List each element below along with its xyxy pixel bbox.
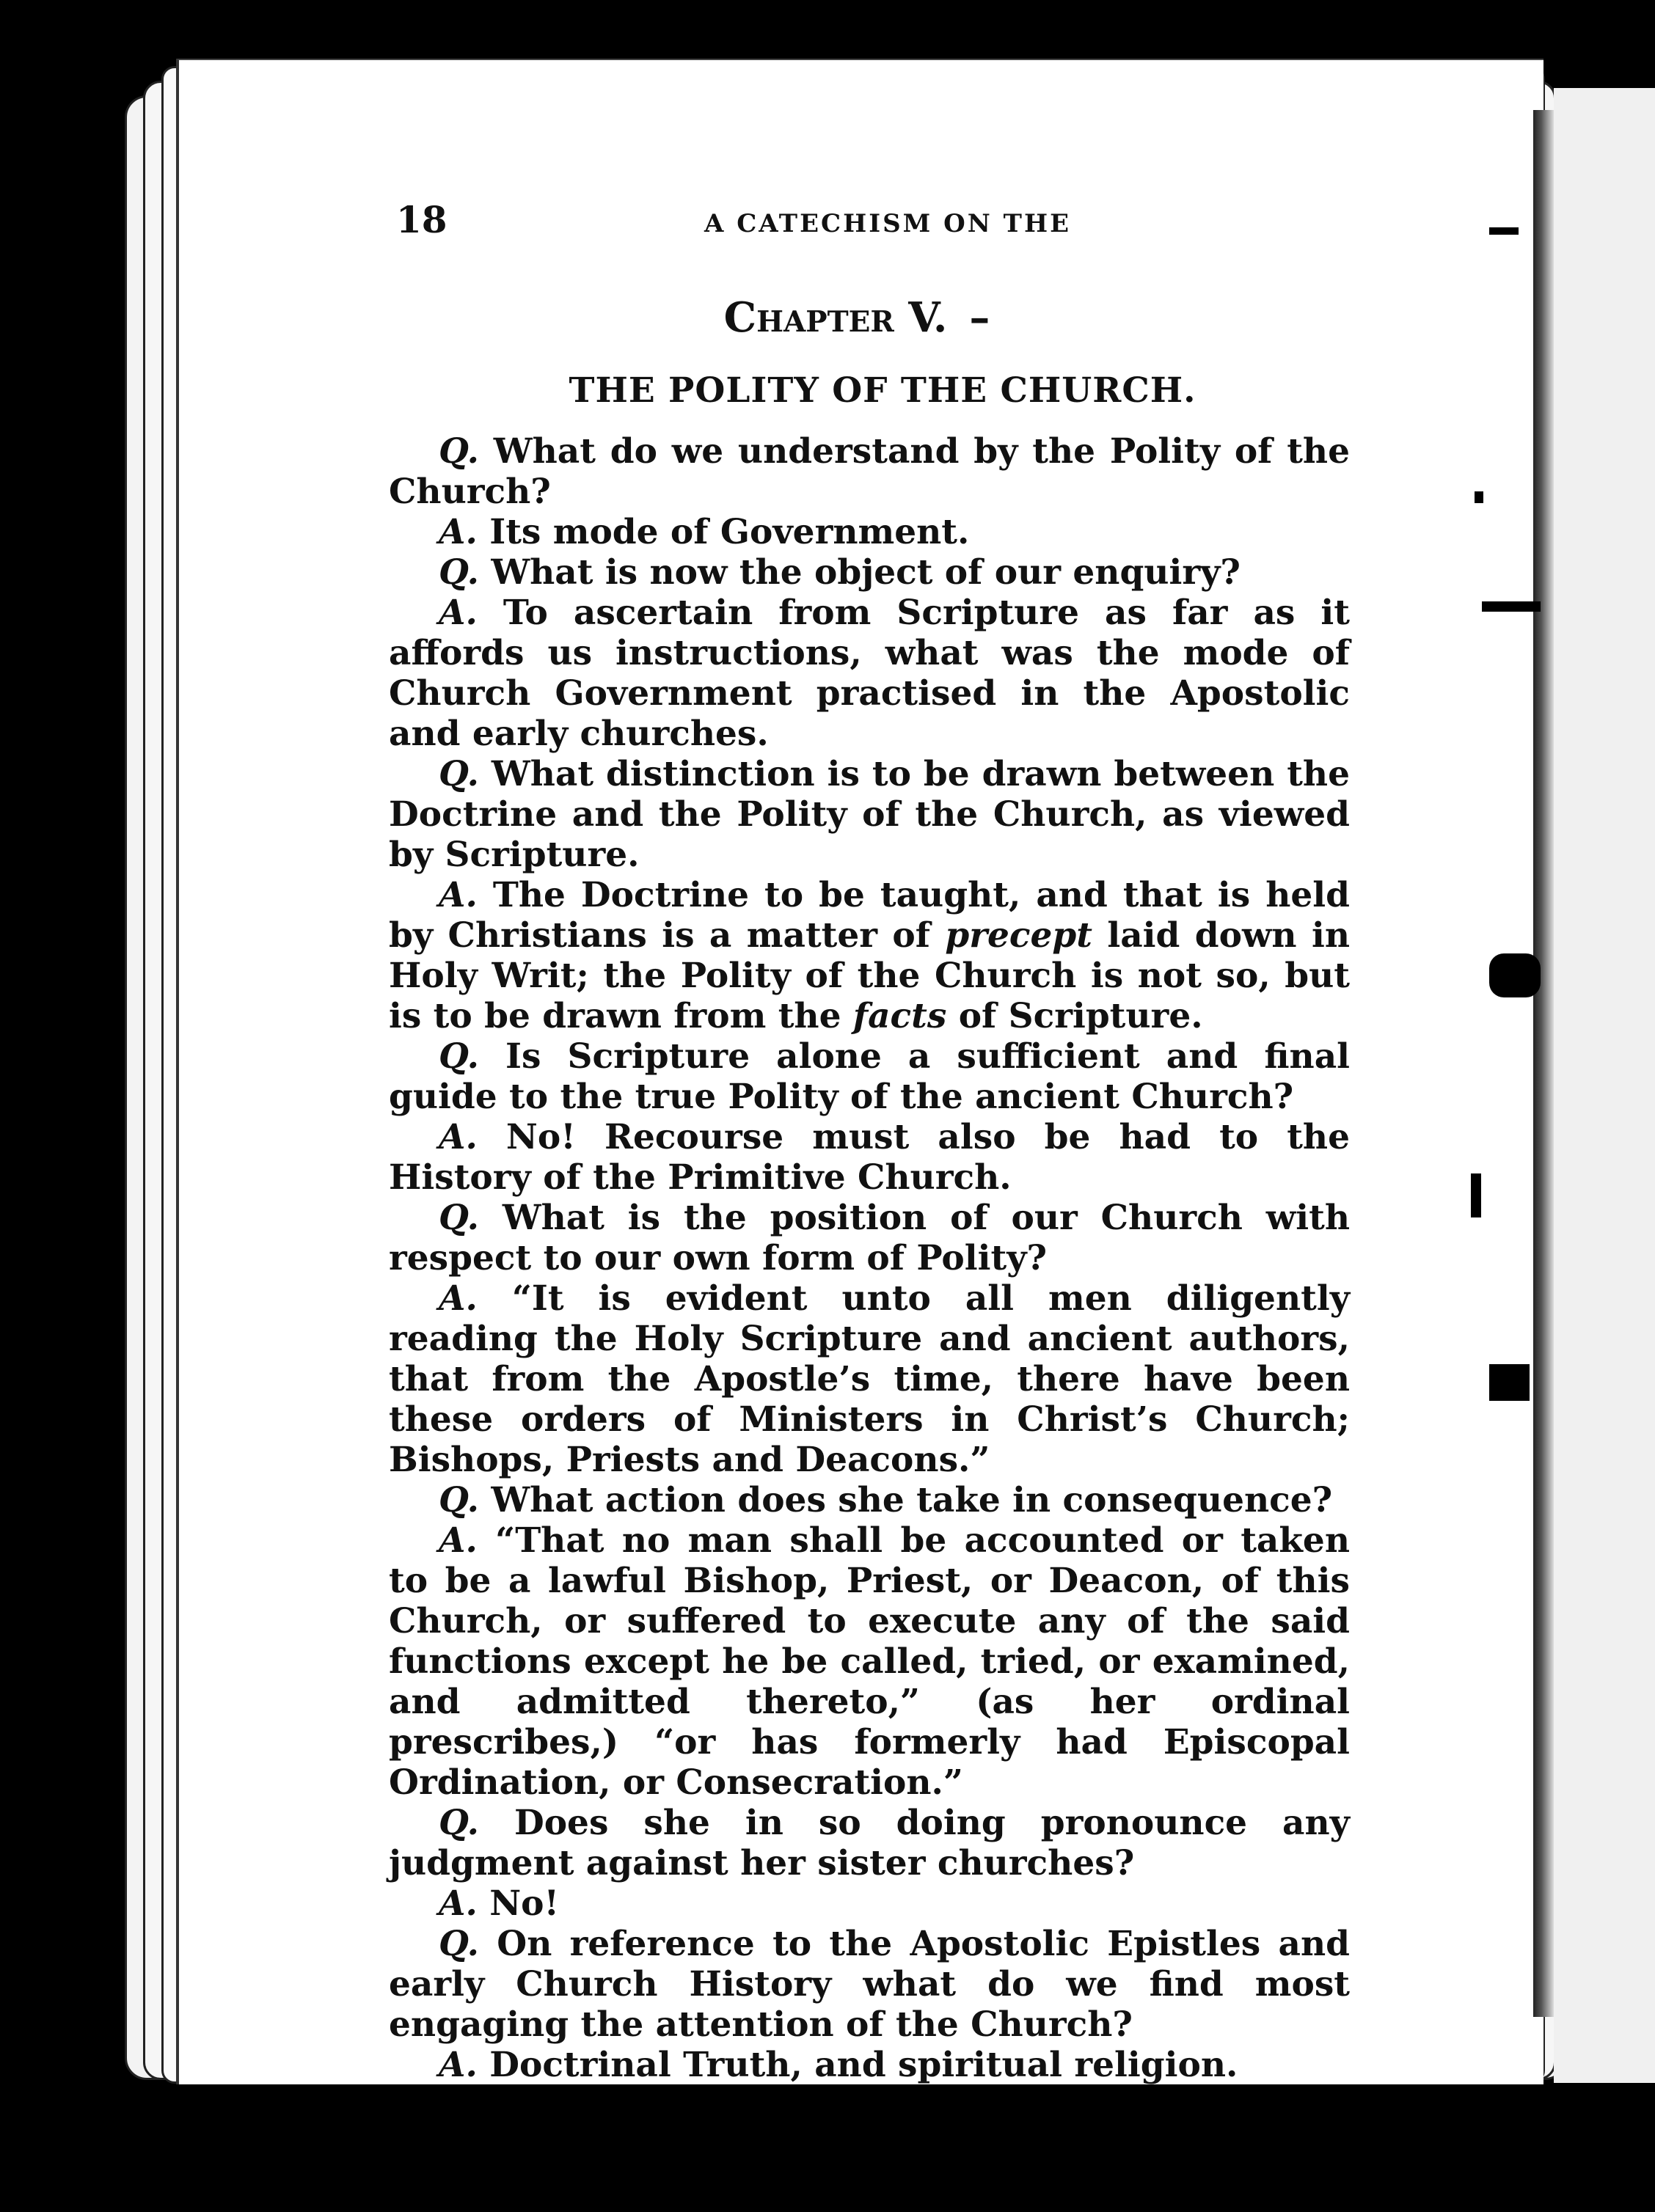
question-label: Q.: [439, 754, 479, 794]
question-text: What is the position of our Church with respect to our own form of Polity?: [389, 1198, 1350, 1278]
answer-text: The Doctrine to be taught, and that is held by Christians is a matter of: [389, 875, 1350, 956]
question-paragraph: [389, 1480, 1350, 1520]
chapter-mark: –: [969, 293, 990, 342]
answer-label: A.: [439, 875, 478, 915]
question-paragraph: [389, 1924, 1350, 2045]
page-number: 18: [396, 198, 447, 241]
answer-label: A.: [439, 2045, 478, 2085]
answer-paragraph: [389, 1520, 1350, 1803]
question-label: Q.: [439, 1803, 479, 1843]
answer-label: A.: [439, 1117, 478, 1157]
answer-text: No! Recourse must also be had to the History of the Primitive Church.: [389, 1117, 1350, 1198]
answer-text: To ascertain from Scripture as far as it affords us instructions, what was the mode of Church Government practised in the Apostolic and early churches.: [389, 593, 1350, 754]
question-paragraph: [389, 1803, 1350, 1883]
question-text: What is now the object of our enquiry?: [478, 552, 1241, 593]
question-label: Q.: [439, 1924, 479, 1964]
chapter-heading: [0, 293, 1655, 342]
answer-label: A.: [439, 1883, 478, 1924]
question-label: Q.: [439, 1198, 479, 1238]
answer-text: “It is evident unto all men diligently reading the Holy Scripture and ancient authors, that from the Apostle’s time, there have been these orders of Ministers in Christ’s Church; Bishops, Priests and Deacons.”: [389, 1278, 1350, 1480]
answer-label: A.: [439, 1278, 478, 1319]
answer-paragraph: [389, 2045, 1350, 2085]
question-paragraph: [389, 552, 1350, 593]
emphasis-facts: facts: [852, 996, 947, 1036]
ink-mark: [1489, 1364, 1530, 1401]
question-paragraph: [389, 1036, 1350, 1117]
answer-label: A.: [439, 1520, 478, 1561]
question-text: What do we understand by the Polity of the Church?: [389, 431, 1350, 512]
ink-mark: [1475, 491, 1483, 503]
question-text: Is Scripture alone a sufficient and final guide to the true Polity of the ancient Church?: [389, 1036, 1350, 1117]
question-text: On reference to the Apostolic Epistles and early Church History what do we find most engaging the attention of the Church?: [389, 1924, 1350, 2045]
answer-text: of Scripture.: [946, 996, 1203, 1036]
answer-text: “That no man shall be accounted or taken to be a lawful Bishop, Priest, or Deacon, of this Church, or suffered to execute any of the said functions except he be called, tried, or examined, and admitted thereto,” (as her ordinal prescribes,) “or has formerly had Episcopal Ordination, or Consecration.”: [389, 1520, 1350, 1803]
question-paragraph: [389, 1198, 1350, 1278]
answer-paragraph: [389, 875, 1350, 1036]
ink-mark: [1482, 601, 1541, 612]
question-text: What action does she take in consequence?: [478, 1480, 1333, 1520]
answer-text: No!: [477, 1883, 560, 1924]
emphasis-precept: precept: [945, 915, 1092, 956]
answer-paragraph: [389, 1117, 1350, 1198]
question-label: Q.: [439, 431, 479, 472]
chapter-heading-text: Chapter V.: [723, 293, 948, 342]
question-text: Does she in so doing pronounce any judgment against her sister churches?: [389, 1803, 1350, 1883]
answer-text: Doctrinal Truth, and spiritual religion.: [477, 2045, 1238, 2085]
question-paragraph: [389, 754, 1350, 875]
section-title: THE POLITY OF THE CHURCH.: [569, 370, 1197, 411]
answer-label: A.: [439, 512, 478, 552]
answer-label: A.: [439, 593, 478, 633]
question-label: Q.: [439, 552, 479, 593]
ink-mark: [1489, 227, 1519, 235]
answer-paragraph: [389, 1278, 1350, 1480]
question-paragraph: [389, 431, 1350, 512]
running-head: A CATECHISM ON THE: [704, 209, 1072, 238]
answer-text: Its mode of Government.: [477, 512, 970, 552]
answer-text: laid down in Holy Writ; the Polity of the Church is not so, but is to be drawn from the: [389, 915, 1350, 1036]
ink-mark: [1471, 1173, 1481, 1217]
question-text: What distinction is to be drawn between the Doctrine and the Polity of the Church, as viewed by Scripture.: [389, 754, 1350, 875]
ink-mark: [1489, 953, 1541, 997]
answer-paragraph: [389, 1883, 1350, 1924]
answer-paragraph: [389, 512, 1350, 552]
question-label: Q.: [439, 1480, 479, 1520]
question-label: Q.: [439, 1036, 479, 1077]
catechism-body: [389, 431, 1350, 2085]
answer-paragraph: [389, 593, 1350, 754]
